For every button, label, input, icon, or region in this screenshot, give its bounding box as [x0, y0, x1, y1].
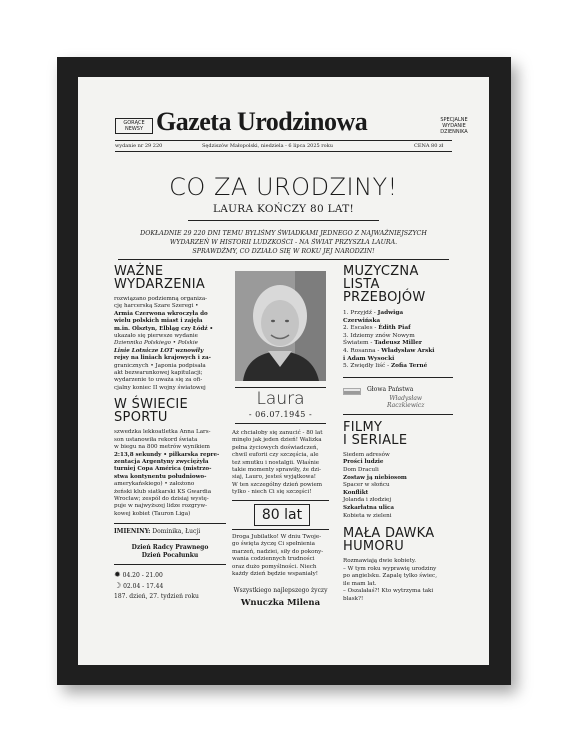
signature: Wnuczka Milena: [240, 598, 321, 608]
holiday: Dzień Pocałunku: [141, 552, 199, 560]
films-title: [343, 421, 453, 447]
events-title-line: WAŻNE: [114, 264, 164, 279]
sun-moon-times: [114, 570, 226, 602]
music-title-line: LISTA: [343, 277, 380, 292]
films-title-line: FILMY: [343, 419, 383, 435]
wish-line: pełna życiowych doświadczeń,: [232, 444, 319, 451]
main-headline: CO ZA URODZINY!: [169, 173, 398, 201]
film-item: Kobieta w zieleni: [343, 512, 392, 519]
newspaper-title: Gazeta Urodzinowa: [156, 107, 368, 136]
sport-line: w biegu na 800 metrów wynikiem: [114, 444, 210, 451]
portrait-image: [235, 271, 326, 381]
music-title-line: PRZEBOJÓW: [343, 290, 426, 305]
sport-title: [114, 398, 226, 424]
intro-line: DOKŁADNIE 29 220 DNI TEMU BYLIŚMY ŚWIADKAMI JEDNEGO Z NAJWAŻNIEJSZYCH: [140, 230, 427, 237]
sub-headline: LAURA KOŃCZY 80 LAT!: [212, 203, 355, 215]
special-edition-label: SPECJALNE WYDANIE DZIENNIKA: [440, 117, 468, 135]
intro-text: [118, 229, 449, 256]
joke-line: ile mam lat.: [343, 580, 377, 587]
joke-line: po angielsku. Zapalę tylko świec,: [343, 573, 437, 580]
song-list: [343, 310, 453, 371]
price: CENA 80 zł: [414, 143, 444, 149]
sport-list: [114, 429, 226, 518]
sport-line: amerykańskiego) • założono: [114, 481, 195, 488]
hot-news-badge: GORĄCE NEWSY: [115, 118, 153, 134]
divider: [235, 423, 326, 424]
holidays: [114, 544, 226, 560]
signature-line: Władysław: [389, 394, 423, 402]
sport-title-line: SPORTU: [114, 410, 168, 426]
divider: [343, 414, 453, 415]
divider: [114, 564, 226, 565]
birthday-photo: [235, 271, 326, 381]
sport-line: son ustanowiła rekord świata: [114, 436, 198, 443]
film-item: Spacer w słońcu: [343, 482, 390, 489]
song-title: 5. Zwiędły liść -: [343, 363, 391, 370]
moon-icon: ☽: [114, 581, 122, 591]
namedays-value: Dominika, Łucji: [152, 528, 201, 536]
intro-line: WYDARZEŃ W HISTORII LUDZKOŚCI - NA ŚWIAT PRZYSZŁA LAURA.: [169, 239, 398, 246]
jubilee-line: marzeń, nadziei, siły do pokony-: [232, 548, 324, 555]
film-item: Jolanda i złodziej: [343, 497, 392, 504]
wish-line: W ten szczególny dzień powiem: [232, 481, 323, 488]
wish-line: takie momenty sprawiły, że dzi-: [232, 467, 321, 474]
sport-line: żeński klub siatkarski KS Gwardia: [114, 488, 212, 495]
sport-line: kowej kobiet (Tauron Liga): [114, 510, 191, 517]
divider: [115, 140, 452, 141]
joke-line: – Oszalałaś?! Kto wytrzyma taki: [343, 588, 434, 595]
song-artist: i Adam Wysocki: [343, 355, 395, 362]
head-of-state-signature: [387, 395, 424, 409]
sport-line: puje w najwyższej lidze rozgryw-: [114, 503, 208, 510]
events-line: Linie Lotnicze LOT wznowiły: [114, 347, 204, 354]
moon-time: 02.04 - 17.44: [123, 583, 164, 591]
sport-line: 2:13,8 sekundy • piłkarska repre-: [114, 451, 220, 458]
song-item: [343, 310, 453, 318]
moon-row: [114, 581, 226, 592]
events-line: wydarzenie to uważa się za ofi-: [114, 377, 203, 384]
flag-icon: [343, 388, 361, 395]
wish-text: [232, 430, 329, 497]
divider: [188, 220, 379, 221]
song-item: [343, 340, 453, 348]
joke-text: [343, 558, 453, 604]
film-item: Prości ludzie: [343, 459, 384, 466]
intro-line: SPRAWDŹMY, CO DZIAŁO SIĘ W ROKU JEJ NARODZIN!: [192, 248, 375, 255]
joke-line: Rozmawiają dwie kobiety.: [343, 558, 417, 565]
head-of-state: [343, 378, 453, 414]
divider: [232, 529, 329, 530]
sport-line: zentacja Argentyny zwyciężyła: [114, 458, 209, 465]
song-title: 4. Rosanna -: [343, 347, 382, 354]
song-title: Światem -: [343, 340, 375, 347]
divider: [232, 500, 329, 501]
events-line: wielu polskich miast i zajęła: [114, 318, 203, 325]
humor-title-line: MAŁA DAWKA: [343, 526, 435, 542]
birth-date: - 06.07.1945 -: [248, 410, 313, 419]
sport-line: stwa kontynentu południowo-: [114, 473, 207, 480]
events-line: Dziennika Polskiego • Polskie: [114, 340, 198, 347]
sunrise-row: [114, 570, 226, 581]
song-item: [343, 325, 453, 333]
wish-line: też smutku i nostalgii. Właśnie: [232, 459, 320, 466]
events-line: rejsy na liniach krajowych i za-: [114, 355, 211, 362]
events-line: rozwiązano podziemną organiza-: [114, 296, 208, 302]
events-line: Armia Czerwona wkroczyła do: [114, 310, 208, 317]
films-title-line: I SERIALE: [343, 432, 408, 448]
signature-line: Raczkiewicz: [387, 401, 425, 409]
song-artist: Władysław Arski: [381, 347, 435, 354]
song-item: [343, 363, 453, 371]
sport-line: Wrocław; zespół do dzisiaj wystę-: [114, 495, 209, 502]
jubilee-line: każdy dzień będzie wspaniały!: [232, 571, 319, 578]
newspaper-page: [78, 77, 489, 665]
song-artist: Zofia Terné: [390, 363, 428, 370]
wish-line: minęło jak jeden dzień! Walizka: [232, 437, 322, 444]
events-line: ukazało się pierwsze wydanie: [114, 333, 198, 340]
regards-text: Wszystkiego najlepszego życzy: [233, 587, 328, 594]
sun-icon: ✹: [114, 570, 121, 580]
events-list: [114, 296, 226, 392]
sport-title-line: W ŚWIECIE: [114, 397, 188, 413]
wish-line: Aż chciałoby się zanucić - 80 lat: [232, 430, 323, 436]
namedays-label: IMIENINY:: [114, 528, 151, 536]
divider: [115, 151, 452, 152]
events-line: cjalny koniec II wojny światowej: [114, 384, 206, 391]
sport-line: turniej Copa América (mistrzo-: [114, 466, 212, 473]
song-title: 2. Escales -: [343, 325, 379, 332]
divider: [118, 259, 449, 260]
wish-line: tylko - niech Ci się szczęści!: [232, 489, 312, 496]
wish-line: chwil euforii czy szczęścia, ale: [232, 452, 319, 459]
left-column: [114, 265, 226, 602]
events-line: granicznych • Japonia podpisała: [114, 362, 206, 369]
joke-line: blask?!: [343, 596, 364, 603]
song-item: [343, 348, 453, 356]
film-item: Konflikt: [343, 489, 369, 496]
music-title: [343, 265, 453, 304]
sport-line: szwedzka lekkoatletka Anna Lars-: [114, 429, 211, 436]
song-title: 1. Przyjdź -: [343, 310, 378, 316]
events-line: cję harcerską Szare Szeregi •: [114, 303, 199, 310]
jubilee-line: Droga Jubilatko! W dniu Twoje-: [232, 534, 322, 540]
jubilee-line: oraz dużo pomyślności. Niech: [232, 563, 317, 570]
film-item: Siedem adresów: [343, 451, 390, 458]
music-title-line: MUZYCZNA: [343, 264, 419, 279]
film-list: [343, 452, 453, 520]
humor-title-line: HUMORU: [343, 539, 405, 555]
edition-number: wydanie nr 29 220: [115, 143, 163, 149]
wish-line: siaj, Lauro, jesteś wyjątkowa!: [232, 474, 317, 481]
sunrise-time: 04.20 - 21.00: [122, 572, 163, 580]
holiday: Dzień Radcy Prawnego: [131, 544, 209, 552]
namedays: [114, 528, 226, 535]
divider: [114, 523, 226, 524]
day-of-year: 187. dzień, 27. tydzień roku: [114, 593, 199, 601]
jubilee-line: wania codziennych trudności: [232, 556, 315, 563]
events-line: akt bezwarunkowej kapitulacji;: [114, 370, 203, 377]
humor-title: [343, 527, 453, 553]
divider: [235, 387, 326, 388]
film-item: Zostaw ją niebiosom: [343, 474, 407, 481]
events-line: m.in. Olsztyn, Elbląg czy Łódź •: [114, 325, 214, 332]
head-of-state-label: Głowa Państwa: [367, 385, 414, 393]
celebrant-name: Laura: [256, 389, 305, 409]
place-date: Sędziszów Małopolski, niedziela - 6 lipca 2025 roku: [202, 143, 333, 149]
song-artist: Jadwiga: [377, 310, 404, 316]
song-artist: Tadeusz Miller: [374, 340, 422, 347]
events-title: [114, 265, 226, 291]
film-item: Dom Draculi: [343, 466, 379, 473]
song-artist: Édith Piaf: [378, 325, 411, 332]
right-column: [343, 265, 453, 604]
age-box: 80 lat: [254, 504, 310, 526]
divider: [140, 539, 200, 540]
jubilee-text: [232, 534, 329, 578]
joke-line: – W tym roku wyprawię urodziny: [343, 565, 437, 572]
song-artist: Czerwińska: [343, 317, 381, 324]
events-title-line: WYDARZENIA: [114, 277, 206, 292]
jubilee-line: go święta życzę Ci spełnienia: [232, 541, 315, 548]
song-title: 3. Idziemy znów Nowym: [343, 332, 415, 339]
film-item: Szkarłatna ulica: [343, 504, 395, 511]
